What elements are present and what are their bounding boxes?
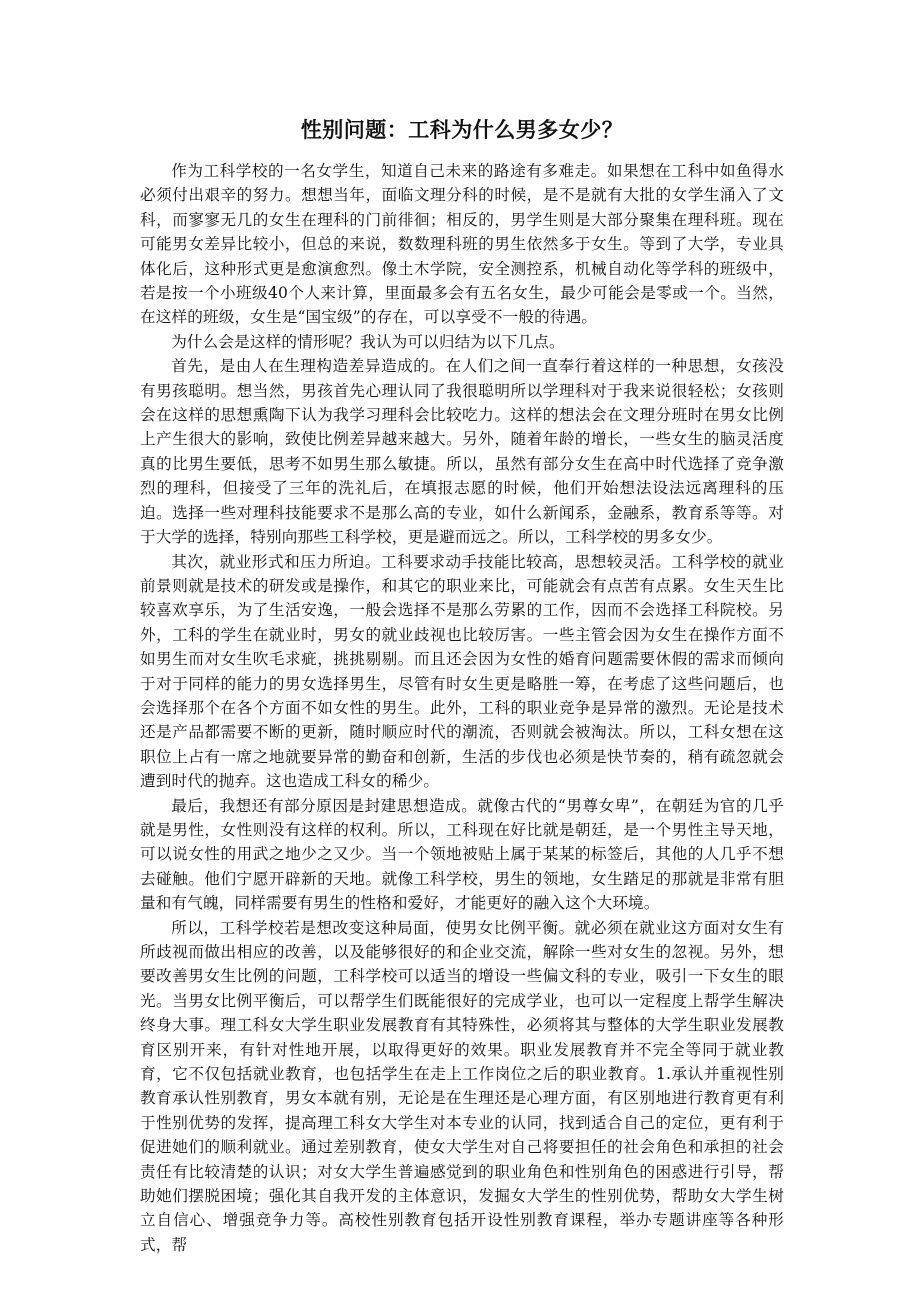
- document-title: 性别问题：工科为什么男多女少？: [300, 118, 624, 142]
- paragraph-question: 为什么会是这样的情形呢？我认为可以归结为以下几点。: [171, 332, 565, 351]
- paragraph-third-reason: 最后，我想还有部分原因是封建思想造成。就像古代的“男尊女卑”，在朝廷为官的几乎就是男性，女性则没有这样的权利。所以，工科现在好比就是朝廷，是一个男性主导天地，可以说女性的用武之地少之又少。当一个领地被贴上属于某某的标签后，其他的人几乎不想去碰触。他们宁愿开辟新的天地。就像工科学校，男生的领地，女生踏足的那就是非常有胆量和有气魄，同样需要有男生的性格和爱好，才能更好的融入这个大环境。: [140, 796, 784, 913]
- paragraph-intro: 作为工科学校的一名女学生，知道自己未来的路途有多难走。如果想在工科中如鱼得水必须付出艰辛的努力。想想当年，面临文理分科的时候，是不是就有大批的女学生涌入了文科，而寥寥无几的女生在理科的门前徘徊；相反的，男学生则是大部分聚集在理科班。现在可能男女差异比较小，但总的来说，数数理科班的男生依然多于女生。等到了大学，专业具体化后，这种形式更是愈演愈烈。像土木学院，安全测控系，机械自动化等学科的班级中，若是按一个小班级40个人来计算，里面最多会有五名女生，最少可能会是零或一个。当然，在这样的班级，女生是“国宝级”的存在，可以享受不一般的待遇。: [140, 162, 784, 327]
- paragraph-second-reason: 其次，就业形式和压力所迫。工科要求动手技能比较高，思想较灵活。工科学校的就业前景则就是技术的研发或是操作，和其它的职业来比，可能就会有点苦有点累。女生天生比较喜欢享乐，为了生活安逸，一般会选择不是那么劳累的工作，因而不会选择工科院校。另外，工科的学生在就业时，男女的就业歧视也比较厉害。一些主管会因为女生在操作方面不如男生而对女生吹毛求疵，挑挑剔剔。而且还会因为女性的婚育问题需要休假的需求而倾向于对于同样的能力的男女选择男生，尽管有时女生更是略胜一筹，在考虑了这些问题后，也会选择那个在各个方面不如女性的男生。此外，工科的职业竞争是异常的激烈。无论是技术还是产品都需要不断的更新，随时顺应时代的潮流，否则就会被淘汰。所以，工科女想在这职位上占有一席之地就要异常的勤奋和创新，生活的步伐也必须是快节奏的，稍有疏忽就会遭到时代的抛弃。这也造成工科女的稀少。: [140, 552, 784, 791]
- document-page: [140, 115, 784, 1257]
- paragraph-conclusion: 所以，工科学校若是想改变这种局面，使男女比例平衡。就必须在就业这方面对女生有所歧视而做出相应的改善，以及能够很好的和企业交流，解除一些对女生的忽视。另外，想要改善男女生比例的问题，工科学校可以适当的增设一些偏文科的专业，吸引一下女生的眼光。当男女比例平衡后，可以帮学生们既能很好的完成学业，也可以一定程度上帮学生解决终身大事。理工科女大学生职业发展教育有其特殊性，必须将其与整体的大学生职业发展教育区别开来，有针对性地开展，以取得更好的效果。职业发展教育并不完全等同于就业教育，它不仅包括就业教育，也包括学生在走上工作岗位之后的职业教育。1.承认并重视性别教育承认性别教育，男女本就有别，无论是在生理还是心理方面，有区别地进行教育更有利于性别优势的发挥，提高理工科女大学生对本专业的认同，找到适合自己的定位，更有利于促进她们的顺利就业。通过差别教育，使女大学生对自己将要担任的社会角色和承担的社会责任有比较清楚的认识；对女大学生普遍感觉到的职业角色和性别角色的困惑进行引导，帮助她们摆脱困境；强化其自我开发的主体意识，发掘女大学生的性别优势，帮助女大学生树立自信心、增强竞争力等。高校性别教育包括开设性别教育课程，举办专题讲座等各种形式，帮: [140, 918, 784, 1254]
- paragraph-first-reason: 首先，是由人在生理构造差异造成的。在人们之间一直奉行着这样的一种思想，女孩没有男孩聪明。想当然，男孩首先心理认同了我很聪明所以学理科对于我来说很轻松；女孩则会在这样的思想熏陶下认为我学习理科会比较吃力。这样的想法会在文理分班时在男女比例上产生很大的影响，致使比例差异越来越大。另外，随着年龄的增长，一些女生的脑灵活度真的比男生要低，思考不如男生那么敏捷。所以，虽然有部分女生在高中时代选择了竞争激烈的理科，但接受了三年的洗礼后，在填报志愿的时候，他们开始想法设法远离理科的压迫。选择一些对理科技能要求不是那么高的专业，如什么新闻系，金融系，教育系等等。对于大学的选择，特别向那些工科学校，更是避而远之。所以，工科学校的男多女少。: [140, 357, 784, 547]
